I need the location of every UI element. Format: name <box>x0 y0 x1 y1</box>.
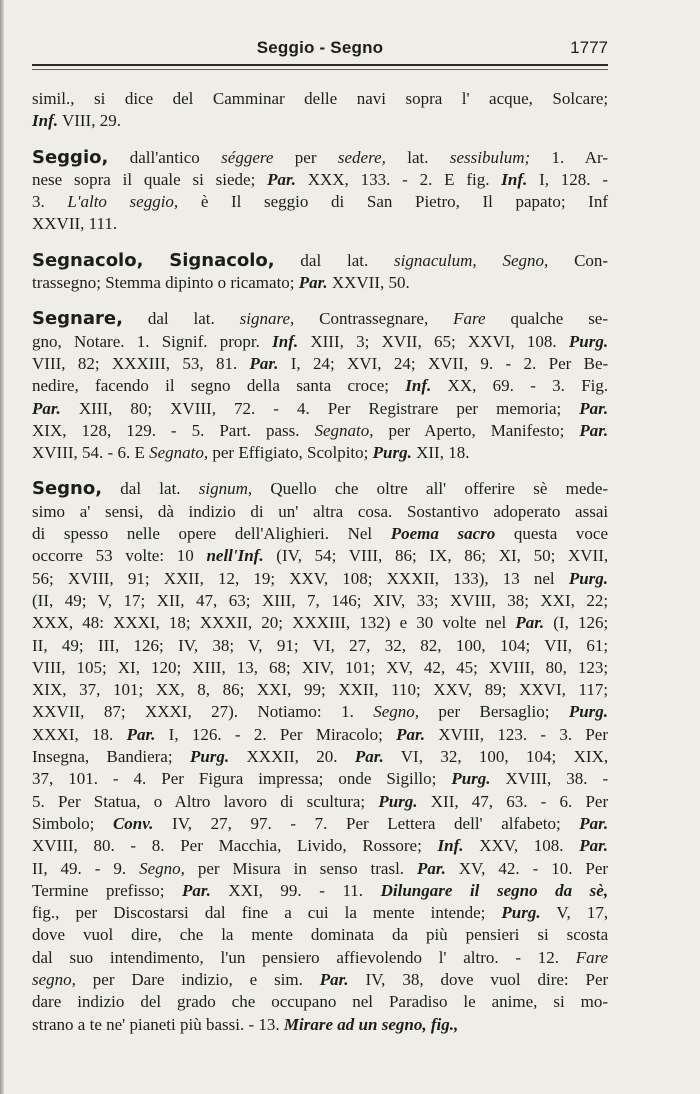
text-line: VIII, 105; XI, 120; XIII, 13, 68; XIV, 101; XV, 42, 45; XVIII, 80, 123; <box>32 657 609 677</box>
text-line: XVIII, 80. - 8. Per Macchia, Livido, Rossore; Inf. XXV, 108. Par. <box>32 836 609 856</box>
text-line: fig., per Discostarsi dal fine a cui la mente intende; Purg. V, 17, <box>32 903 609 923</box>
entry-segno <box>32 478 608 1035</box>
text-line: XXX, 48: XXXI, 18; XXXII, 20; XXXIII, 132) e 30 volte nel Par. (I, 126; <box>32 613 609 633</box>
text-line: XIX, 128, 129. - 5. Part. pass. Segnato, per Aperto, Manifesto; Par. <box>32 420 609 440</box>
text-line: 3. L'alto seggio, è Il seggio di San Pietro, Il papato; Inf <box>32 192 608 212</box>
text-line: (II, 49; V, 17; XII, 47, 63; XIII, 7, 146; XIV, 33; XVIII, 38; XXI, 22; <box>32 590 609 610</box>
text-line: Insegna, Bandiera; Purg. XXXII, 20. Par. VI, 32, 100, 104; XIX, <box>32 747 609 767</box>
text-line: simil., si dice del Camminar delle navi sopra l' acque, Solcare; <box>32 89 609 108</box>
text-line: Simbolo; Conv. IV, 27, 97. - 7. Per Lettera dell' alfabeto; Par. <box>32 813 609 833</box>
text-line: XVIII, 54. - 6. E Segnato, per Effigiato, Scolpito; Purg. XII, 18. <box>32 443 470 463</box>
text-line: di spesso nelle opere dell'Alighieri. Nel Poema sacro questa voce <box>32 524 608 544</box>
entry-continuation <box>32 88 608 133</box>
page-number: 1777 <box>570 38 608 57</box>
text-line: XXXI, 18. Par. I, 126. - 2. Per Miracolo; Par. XVIII, 123. - 3. Per <box>32 724 609 744</box>
entry-segnare <box>32 308 608 464</box>
entry-segnacolo <box>32 250 608 295</box>
text-line: Seggio, dall'antico séggere per sedere, lat. sessibulum; 1. Ar- <box>32 146 608 168</box>
text-line: nedire, facendo il segno della santa croce; Inf. XX, 69. - 3. Fig. <box>32 376 609 396</box>
text-line: Termine prefisso; Par. XXI, 99. - 11. Dilungare il segno da sè, <box>32 880 609 900</box>
text-line: 5. Per Statua, o Altro lavoro di scultura; Purg. XII, 47, 63. - 6. Per <box>32 791 609 811</box>
text-line: 37, 101. - 4. Per Figura impressa; onde Sigillo; Purg. XVIII, 38. - <box>32 769 609 789</box>
text-line: Segno, dal lat. signum, Quello che oltre all' offerire sè mede- <box>32 478 609 500</box>
text-line: dal suo intendimento, l'un pensiero affievolendo l' altro. - 12. Fare <box>32 947 609 967</box>
text-line: 56; XVIII, 91; XXII, 12, 19; XXV, 108; XXXII, 133), 13 nel Purg. <box>32 568 609 588</box>
dictionary-body <box>32 88 608 1050</box>
text-line: XIX, 37, 101; XX, 8, 86; XXI, 99; XXII, 110; XXV, 89; XXVI, 117; <box>32 680 609 700</box>
page-binding-edge <box>0 0 4 1094</box>
text-line: simo a' sensi, dà indizio di un' altra cosa. Sostantivo adoperato assai <box>32 501 609 521</box>
text-line: XXVII, 111. <box>32 214 118 234</box>
text-line: dare indizio del grado che occupano nel Paradiso le anime, si mo- <box>32 992 608 1012</box>
header-rule-thick <box>32 64 608 66</box>
running-title: Seggio - Segno <box>256 38 384 57</box>
text-line: VIII, 82; XXXIII, 53, 81. Par. I, 24; XVI, 24; XVII, 9. - 2. Per Be- <box>32 353 609 373</box>
running-header <box>32 32 608 62</box>
text-line: XXVII, 87; XXXI, 27). Notiamo: 1. Segno, per Bersaglio; Purg. <box>32 702 609 722</box>
text-line: Segnacolo, Signacolo, dal lat. signaculum, Segno, Con- <box>32 249 609 271</box>
text-line: strano a te ne' pianeti più bassi. - 13. Mirare ad un segno, fig., <box>32 1014 459 1034</box>
text-line: gno, Notare. 1. Signif. propr. Inf. XIII, 3; XVII, 65; XXVI, 108. Purg. <box>32 331 609 351</box>
text-line: II, 49; III, 126; IV, 38; V, 91; VI, 27, 32, 82, 100, 104; VII, 61; <box>32 635 609 655</box>
entry-seggio <box>32 147 608 236</box>
text-line: Inf. VIII, 29. <box>32 111 121 131</box>
header-rule-thin <box>32 69 608 70</box>
page-header-area <box>32 32 608 62</box>
text-line: segno, per Dare indizio, e sim. Par. IV, 38, dove vuol dire: Per <box>32 969 609 989</box>
text-line: Segnare, dal lat. signare, Contrassegnare, Fare qualche se- <box>32 308 609 330</box>
text-line: occorre 53 volte: 10 nell'Inf. (IV, 54; VIII, 86; IX, 86; XI, 50; XVII, <box>32 546 609 566</box>
text-line: II, 49. - 9. Segno, per Misura in senso trasl. Par. XV, 42. - 10. Per <box>32 858 609 878</box>
text-line: dove vuol dire, che la mente dominata da più pensieri si scosta <box>32 925 609 945</box>
text-line: trassegno; Stemma dipinto o ricamato; Par. XXVII, 50. <box>32 273 410 293</box>
text-line: nese sopra il quale si siede; Par. XXX, 133. - 2. E fig. Inf. I, 128. - <box>32 169 609 189</box>
text-line: Par. XIII, 80; XVIII, 72. - 4. Per Registrare per memoria; Par. <box>32 398 609 418</box>
